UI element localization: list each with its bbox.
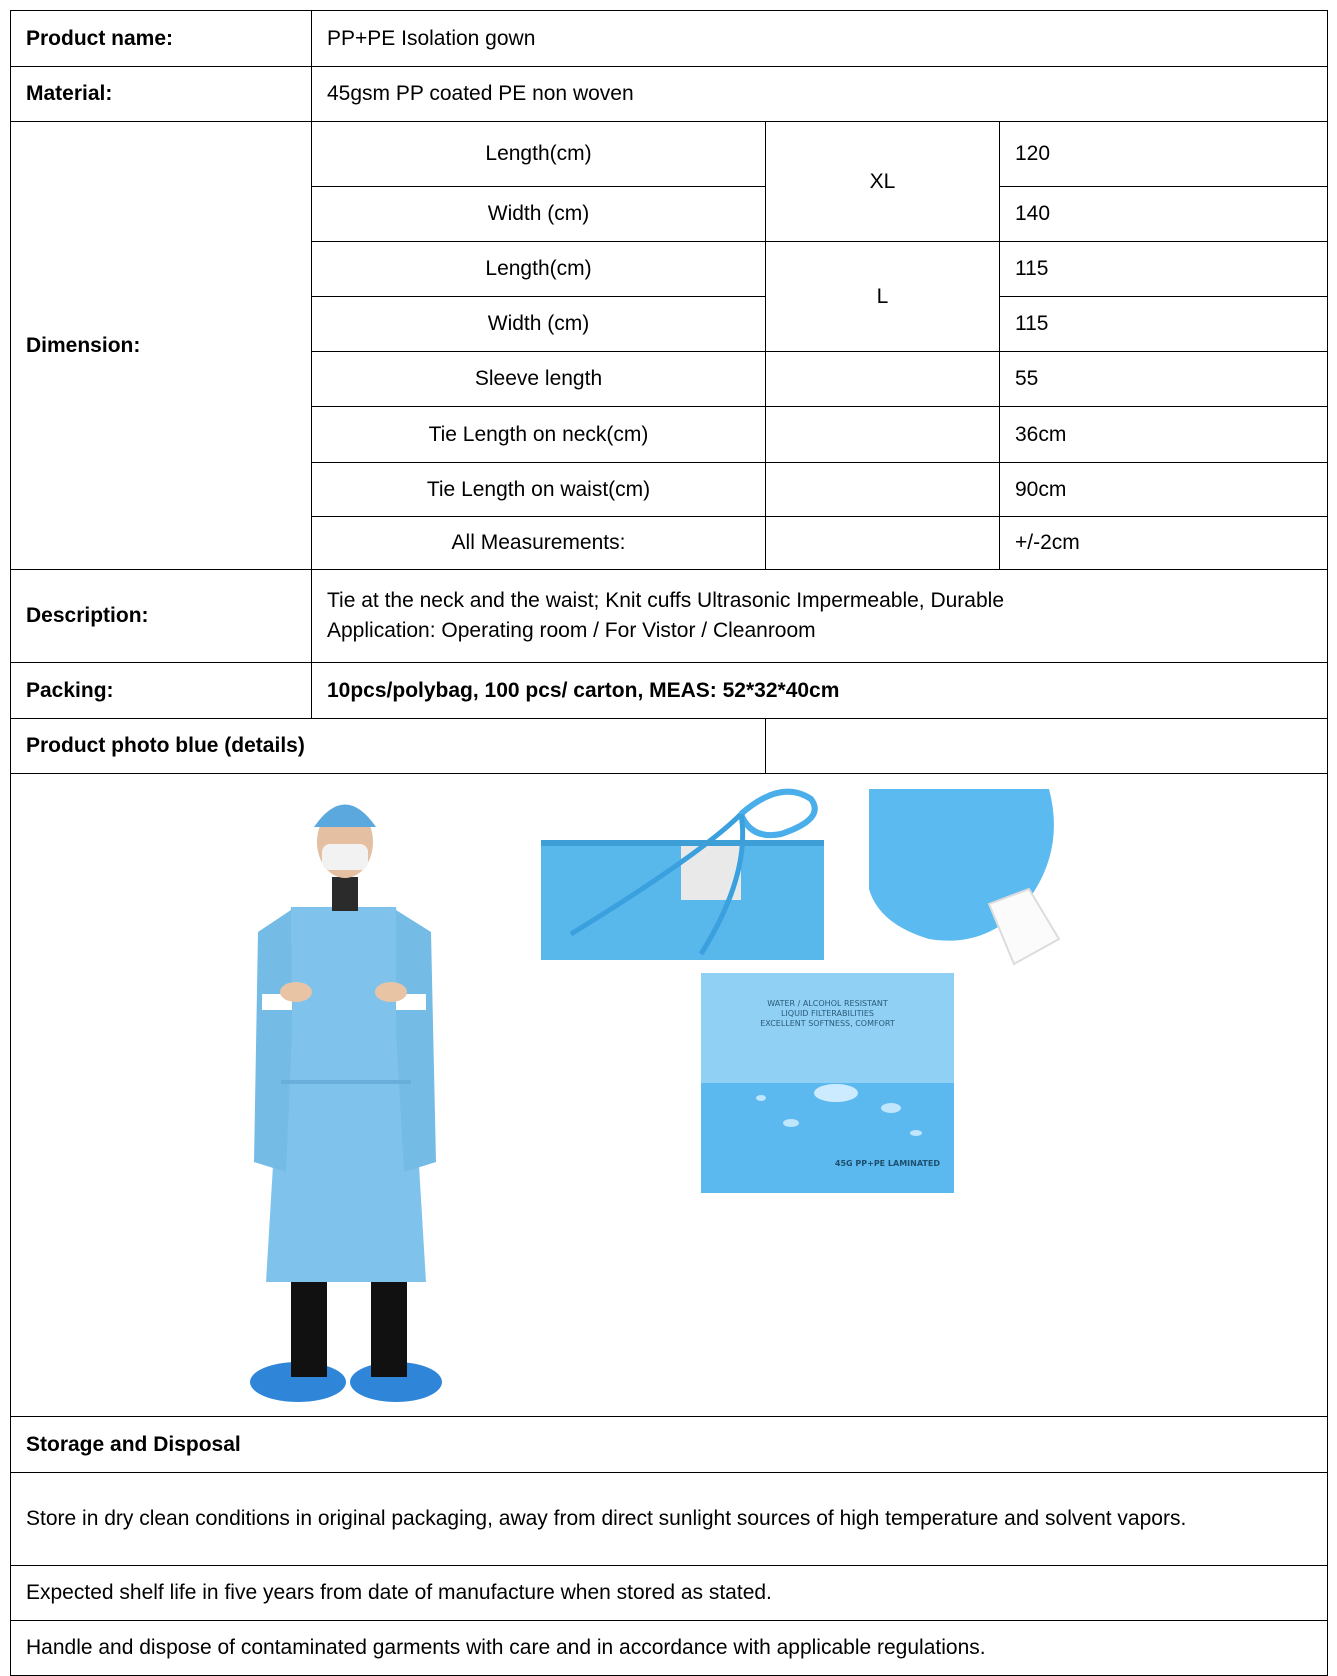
gown-person-photo [236,782,451,1407]
storage-item-3: Handle and dispose of contaminated garments with care and in accordance with applicable regulations. [11,1621,1328,1676]
fabric-feature-photo [701,973,954,1193]
dim-value-xl-length: 120 [1000,122,1328,187]
dim-size-empty-tolerance [766,517,1000,570]
description-line-2: Application: Operating room / For Vistor / Cleanroom [327,619,816,642]
packing-label: Packing: [11,663,312,719]
dim-name-waist-tie: Tie Length on waist(cm) [312,463,766,517]
neck-tie-detail-photo [541,774,824,960]
storage-item-1: Store in dry clean conditions in original packaging, away from direct sunlight sources of high temperature and solvent vapors. [11,1473,1328,1566]
fabric-text-line-3: EXCELLENT SOFTNESS, COMFORT [760,1019,895,1028]
dim-value-l-width: 115 [1000,297,1328,352]
description-value [312,570,1328,663]
dim-value-waist-tie: 90cm [1000,463,1328,517]
dim-size-empty-sleeve [766,352,1000,407]
dim-name-xl-width: Width (cm) [312,187,766,242]
material-label: Material: [11,67,312,122]
packing-value: 10pcs/polybag, 100 pcs/ carton, MEAS: 52*32*40cm [312,663,1328,719]
dim-name-tolerance: All Measurements: [312,517,766,570]
dim-name-neck-tie: Tie Length on neck(cm) [312,407,766,463]
fabric-text-line-1: WATER / ALCOHOL RESISTANT [767,999,888,1008]
storage-item-2: Expected shelf life in five years from date of manufacture when stored as stated. [11,1566,1328,1621]
dim-value-xl-width: 140 [1000,187,1328,242]
dim-value-neck-tie: 36cm [1000,407,1328,463]
dim-name-l-width: Width (cm) [312,297,766,352]
storage-header: Storage and Disposal [11,1417,1328,1473]
description-line-1: Tie at the neck and the waist; Knit cuffs Ultrasonic Impermeable, Durable [327,589,1004,612]
dim-value-tolerance: +/-2cm [1000,517,1328,570]
product-name-label: Product name: [11,11,312,67]
knit-cuff-detail-photo [869,789,1065,967]
dim-name-xl-length: Length(cm) [312,122,766,187]
description-label: Description: [11,570,312,663]
dimension-label: Dimension: [11,122,312,570]
dim-size-empty-neck [766,407,1000,463]
photo-header-empty [766,719,1328,774]
dim-name-l-length: Length(cm) [312,242,766,297]
dim-size-empty-waist [766,463,1000,517]
material-value: 45gsm PP coated PE non woven [312,67,1328,122]
dim-value-sleeve: 55 [1000,352,1328,407]
product-name-value: PP+PE Isolation gown [312,11,1328,67]
photo-header: Product photo blue (details) [11,719,766,774]
dim-size-xl: XL [766,122,1000,242]
dim-size-l: L [766,242,1000,352]
photo-cell [11,774,1328,1417]
spec-table [10,10,1328,1676]
dim-name-sleeve: Sleeve length [312,352,766,407]
fabric-text-line-4: 45G PP+PE LAMINATED [834,1159,940,1168]
fabric-text-line-2: LIQUID FILTERABILITIES [780,1009,875,1018]
dim-value-l-length: 115 [1000,242,1328,297]
